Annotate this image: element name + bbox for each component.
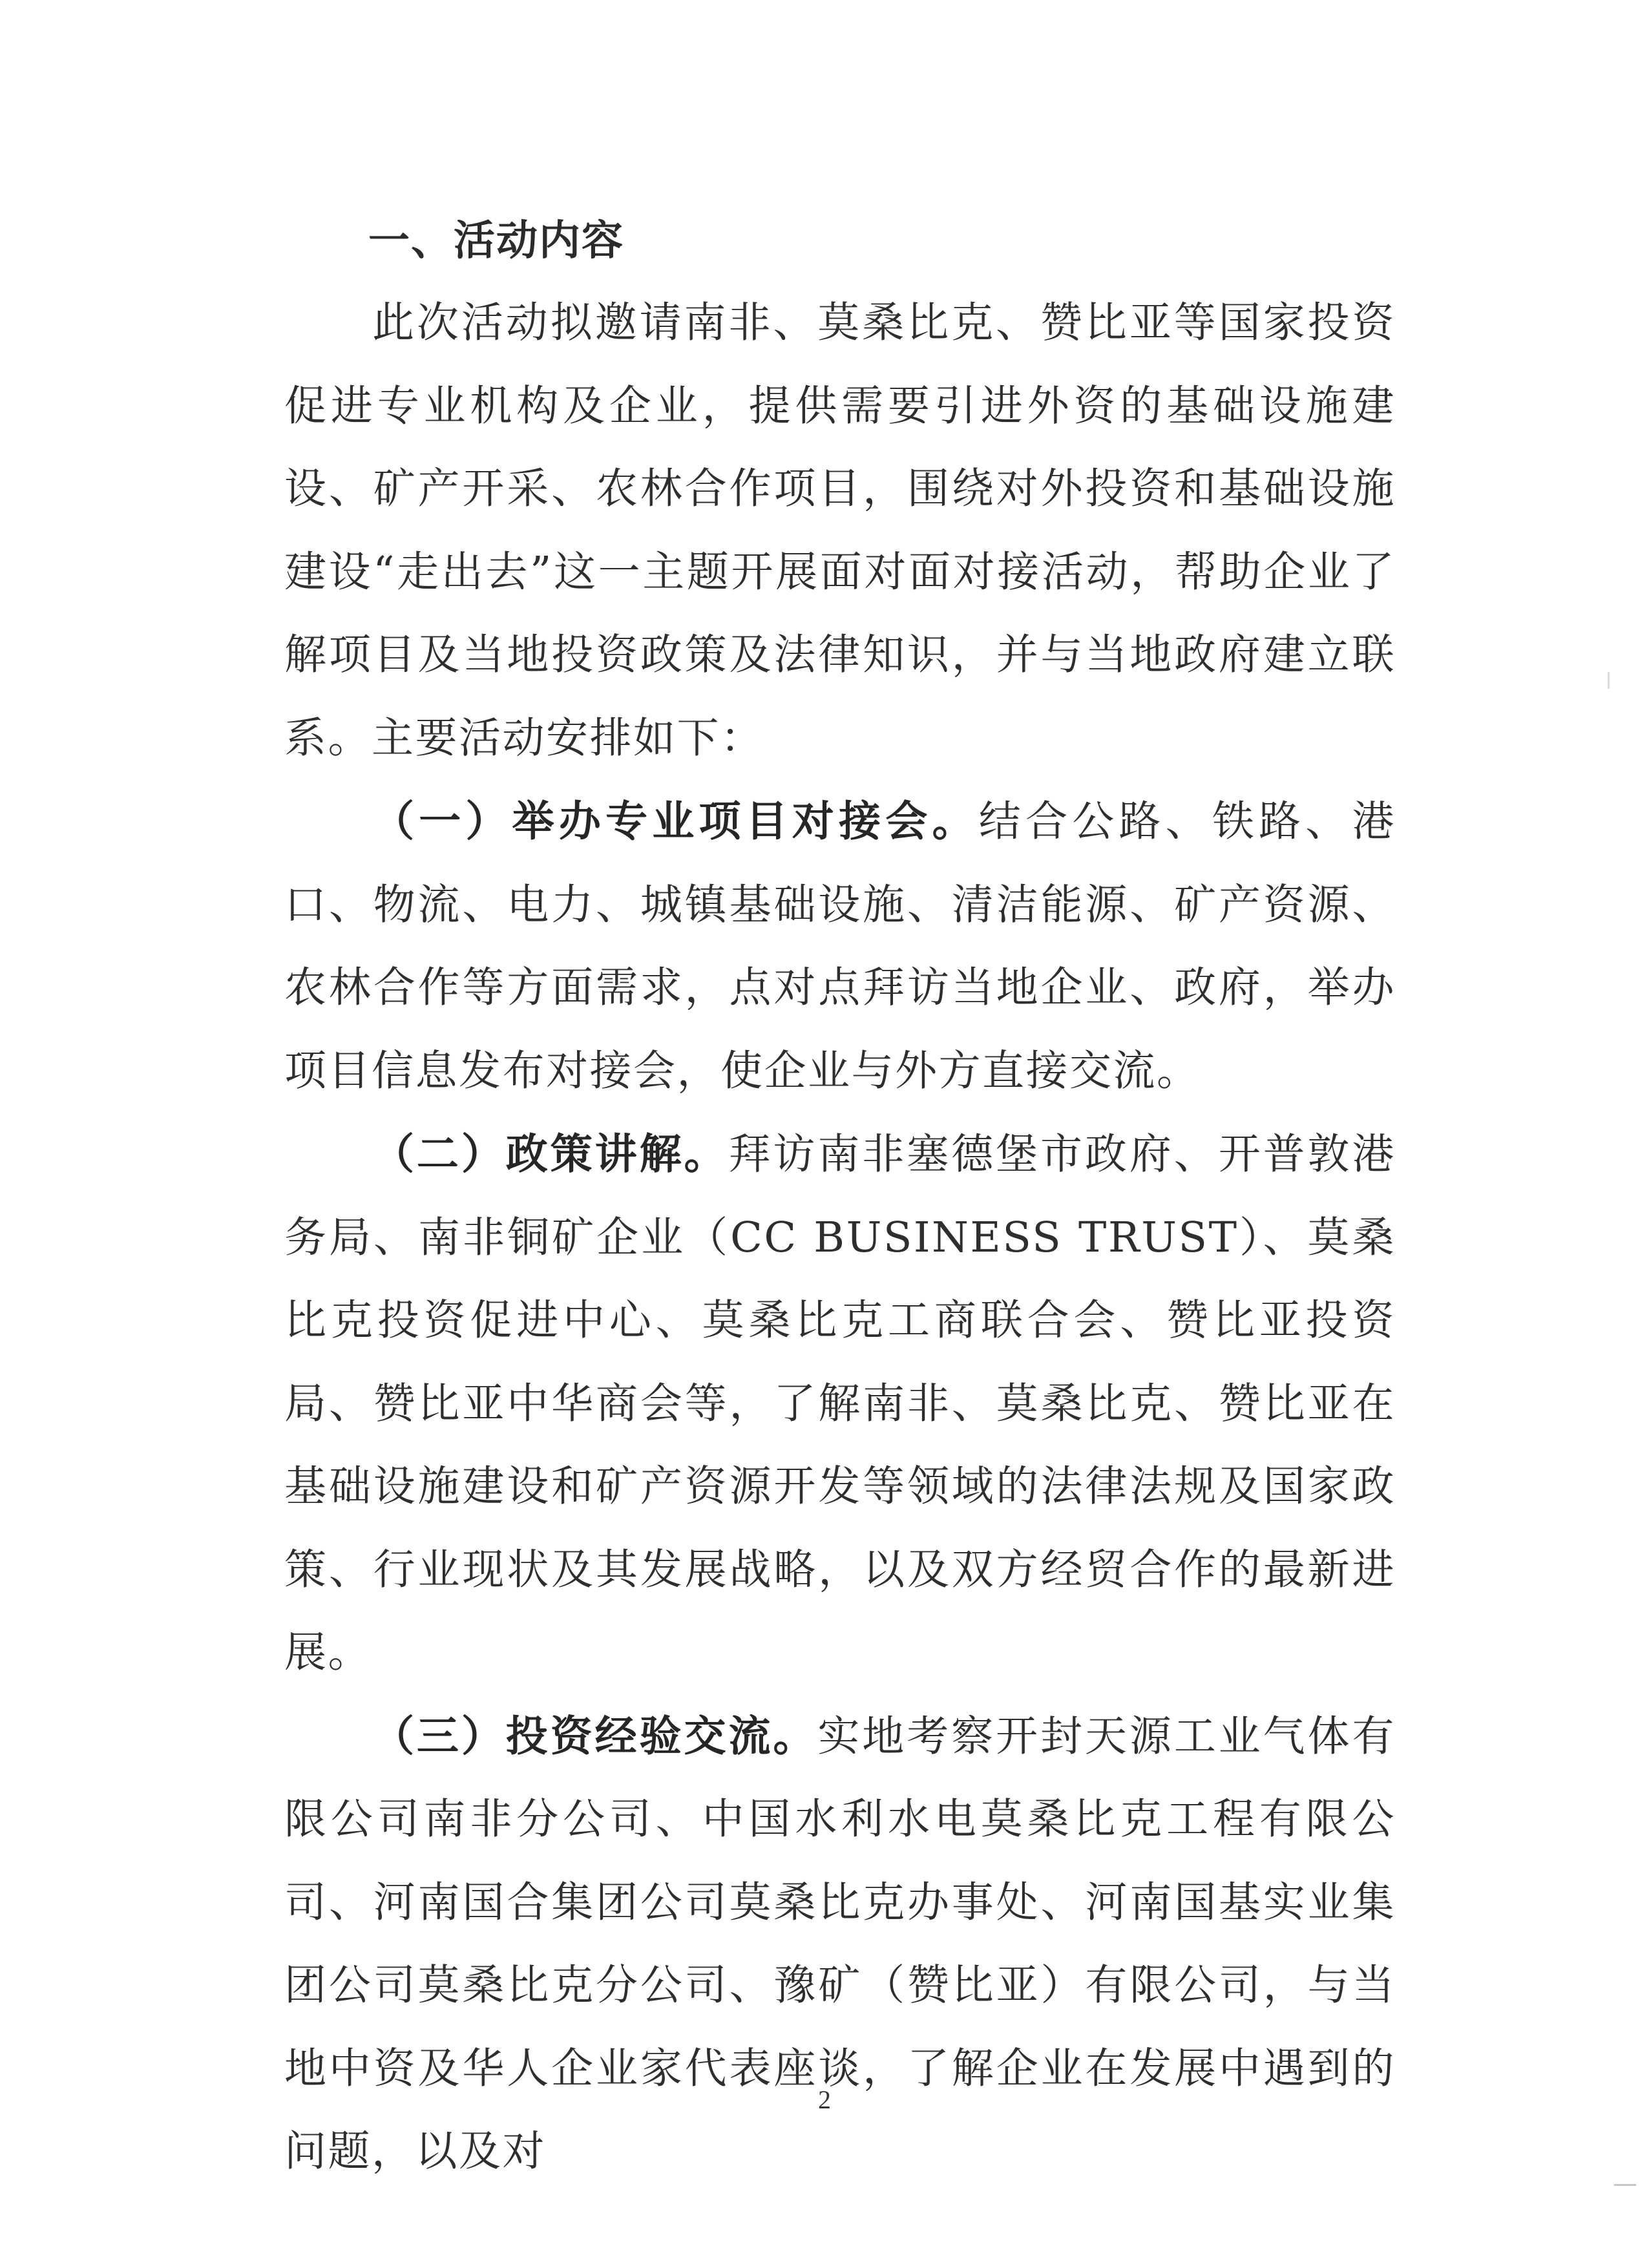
item-text-1: 结合公路、铁路、港口、物流、电力、城镇基础设施、清洁能源、矿产资源、农林合作等方面需求，点对点拜访当地企业、政府，举办项目信息发布对接会，使企业与外方直接交流。: [284, 797, 1396, 1095]
item-lead-3: （三）投资经验交流。: [372, 1711, 818, 1761]
item-text-3: 实地考察开封天源工业气体有限公司南非分公司、中国水利水电莫桑比克工程有限公司、河南国合集团公司莫桑比克办事处、河南国基实业集团公司莫桑比克分公司、豫矿（赞比亚）有限公司，与当地中资及华人企业家代表座谈，了解企业在发展中遇到的问题，以及对: [284, 1712, 1396, 2176]
item-paragraph-3: [284, 1695, 1396, 2194]
scan-edge-mark: [1614, 2184, 1636, 2186]
item-lead-2: （二）政策讲解。: [372, 1129, 729, 1179]
item-lead-1: （一）举办专业项目对接会。: [372, 797, 979, 846]
scan-edge-mark: [1608, 672, 1610, 689]
intro-paragraph: 此次活动拟邀请南非、莫桑比克、赞比亚等国家投资促进专业机构及企业，提供需要引进外资的基础设施建设、矿产开采、农林合作项目，围绕对外投资和基础设施建设“走出去”这一主题开展面对面对接活动，帮助企业了解项目及当地投资政策及法律知识，并与当地政府建立联系。主要活动安排如下：: [284, 299, 1396, 762]
item-paragraph-2: [284, 1113, 1396, 1695]
item-text-2: 拜访南非塞德堡市政府、开普敦港务局、南非铜矿企业（CC BUSINESS TRUST）、莫桑比克投资促进中心、莫桑比克工商联合会、赞比亚投资局、赞比亚中华商会等，了解南非、莫桑比克、赞比亚在基础设施建设和矿产资源开发等领域的法律法规及国家政策、行业现状及其发展战略，以及双方经贸合作的最新进展。: [284, 1130, 1396, 1677]
section-heading: 一、活动内容: [368, 217, 624, 265]
item-paragraph-1: [284, 780, 1396, 1113]
document-body: [284, 282, 1396, 2194]
page-number: 2: [818, 2085, 831, 2114]
